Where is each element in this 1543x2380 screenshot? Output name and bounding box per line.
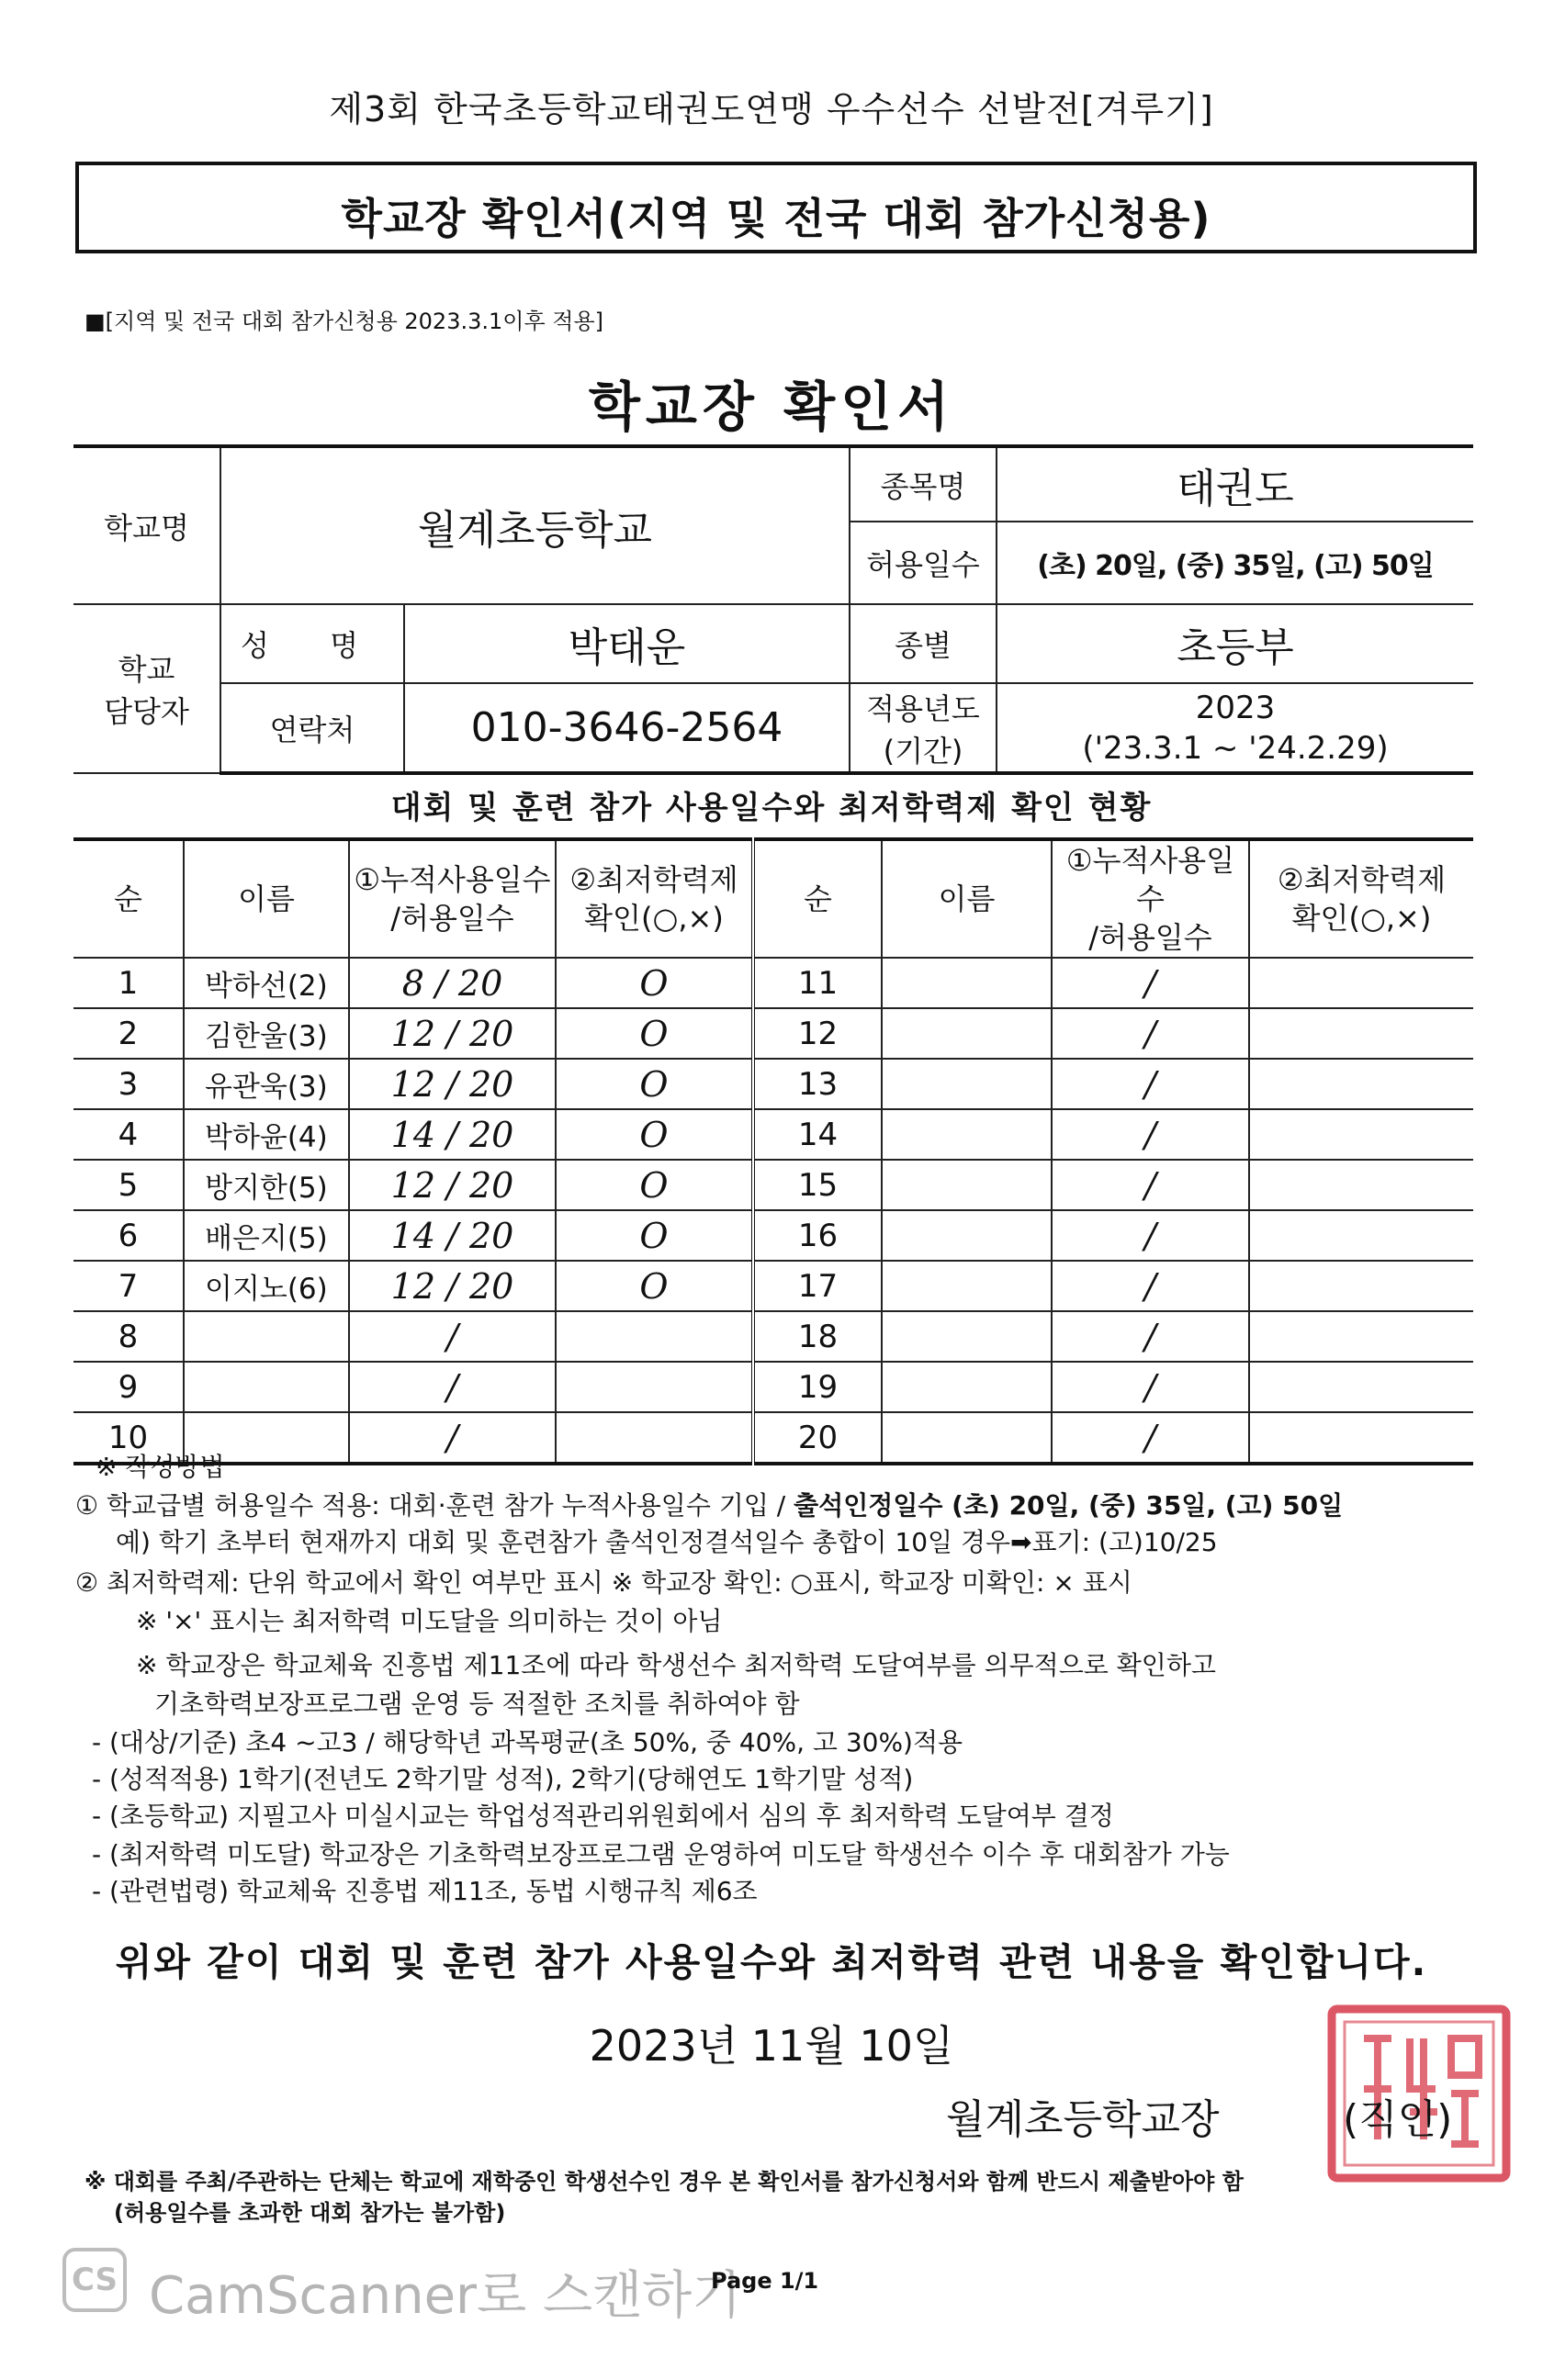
student-name <box>882 1160 1052 1210</box>
days-used: / <box>1052 1311 1249 1362</box>
info-table <box>73 444 1473 775</box>
table-row <box>73 1059 1473 1109</box>
table-row <box>73 1412 1473 1464</box>
row-number: 2 <box>73 1008 184 1059</box>
header-min-right <box>1249 839 1473 958</box>
title-box-text: 학교장 확인서(지역 및 전국 대회 참가신청용) <box>341 194 1211 243</box>
seal-label: (직인) <box>1343 2096 1453 2143</box>
min-achievement-check <box>1249 1362 1473 1412</box>
min-achievement-check <box>1249 1261 1473 1311</box>
table-row <box>73 1109 1473 1160</box>
category-value: 초등부 <box>997 604 1473 683</box>
row-number: 15 <box>753 1160 882 1210</box>
header-days-line1: ①누적사용일수 <box>354 862 551 897</box>
header-name-right: 이름 <box>882 839 1052 958</box>
student-name <box>882 1311 1052 1362</box>
days-used: / <box>1052 1210 1249 1261</box>
student-name <box>882 958 1052 1008</box>
allowed-days-value: (초) 20일, (중) 35일, (고) 50일 <box>997 522 1473 604</box>
confirmation-statement: 위와 같이 대회 및 훈련 참가 사용일수와 최저학력 관련 내용을 확인합니다. <box>115 1940 1428 1984</box>
min-achievement-check <box>1249 1210 1473 1261</box>
header-no-right: 순 <box>753 839 882 958</box>
student-name: 방지한(5) <box>184 1160 349 1210</box>
year-label <box>850 683 997 773</box>
instruction-line-3: ② 최저학력제: 단위 학교에서 확인 여부만 표시 ※ 학교장 확인: ○표시, 학교장 미확인: × 표시 <box>75 1567 1132 1598</box>
status-title: 대회 및 훈련 참가 사용일수와 최저학력제 확인 현황 <box>390 790 1153 826</box>
min-achievement-check <box>1249 1059 1473 1109</box>
page-number: Page 1/1 <box>711 2268 819 2294</box>
days-used: 8 / 20 <box>349 958 556 1008</box>
min-achievement-check: O <box>556 1261 753 1311</box>
instruction-line-2: 예) 학기 초부터 현재까지 대회 및 훈련참가 출석인정결석일수 총합이 10일 경우➡표기: (고)10/25 <box>116 1527 1218 1557</box>
min-achievement-check <box>1249 1160 1473 1210</box>
staff-label-line2: 담당자 <box>104 694 189 729</box>
year-value: 2023 <box>1195 689 1276 726</box>
header-name: 이름 <box>184 839 349 958</box>
student-name <box>882 1210 1052 1261</box>
row-number: 13 <box>753 1059 882 1109</box>
instruction-line-1b: 출석인정일수 (초) 20일, (중) 35일, (고) 50일 <box>794 1490 1344 1521</box>
table-row <box>73 1210 1473 1261</box>
staff-label <box>73 604 220 773</box>
row-number: 9 <box>73 1362 184 1412</box>
header-days-right-line1: ①누적사용일수 <box>1065 843 1235 916</box>
days-used: 14 / 20 <box>349 1210 556 1261</box>
days-used: / <box>1052 1160 1249 1210</box>
student-name: 이지노(6) <box>184 1261 349 1311</box>
header-days-right-line2: /허용일수 <box>1088 920 1212 955</box>
instruction-line-8: - (성적적용) 1학기(전년도 2학기말 성적), 2학기(당해연도 1학기말 성적) <box>92 1764 914 1794</box>
header-days <box>349 839 556 958</box>
row-number: 16 <box>753 1210 882 1261</box>
header-min-right-line1: ②최저학력제 <box>1277 862 1447 897</box>
contact-label: 연락처 <box>220 683 404 773</box>
header-min-right-line2: 확인(○,×) <box>1291 901 1432 936</box>
note-line: ■[지역 및 전국 대회 참가신청용 2023.3.1이후 적용] <box>84 309 603 334</box>
instruction-line-1a: ① 학교급별 허용일수 적용: 대회·훈련 참가 누적사용일수 기입 / <box>75 1490 794 1521</box>
min-achievement-check <box>1249 1109 1473 1160</box>
min-achievement-check: O <box>556 1210 753 1261</box>
row-number: 17 <box>753 1261 882 1311</box>
year-label-line1: 적용년도 <box>866 690 980 726</box>
row-number: 6 <box>73 1210 184 1261</box>
student-name: 박하윤(4) <box>184 1109 349 1160</box>
student-name <box>882 1109 1052 1160</box>
table-row <box>73 1261 1473 1311</box>
student-name <box>184 1362 349 1412</box>
student-name: 유관욱(3) <box>184 1059 349 1109</box>
days-used: / <box>349 1362 556 1412</box>
camscanner-logo-text: CS <box>71 2262 118 2298</box>
staff-name-label: 성 명 <box>220 604 404 683</box>
staff-name-value: 박태운 <box>404 604 850 683</box>
min-achievement-check <box>1249 1008 1473 1059</box>
instruction-line-7: - (대상/기준) 초4 ~고3 / 해당학년 과목평균(초 50%, 중 40%, 고 30%)적용 <box>92 1727 963 1757</box>
days-used: 14 / 20 <box>349 1109 556 1160</box>
header-days-right <box>1052 839 1249 958</box>
signature-date: 2023년 11월 10일 <box>589 2021 954 2071</box>
min-achievement-check <box>1249 1412 1473 1464</box>
days-used: 12 / 20 <box>349 1008 556 1059</box>
student-name: 배은지(5) <box>184 1210 349 1261</box>
days-used: / <box>1052 1008 1249 1059</box>
row-number: 7 <box>73 1261 184 1311</box>
table-row <box>73 1362 1473 1412</box>
table-row <box>73 1008 1473 1059</box>
days-used: / <box>349 1412 556 1464</box>
days-used: 12 / 20 <box>349 1160 556 1210</box>
instruction-line-9: - (초등학교) 지필고사 미실시교는 학업성적관리위원회에서 심의 후 최저학력 도달여부 결정 <box>92 1801 1114 1831</box>
event-value: 태권도 <box>997 446 1473 522</box>
instruction-line-5: ※ 학교장은 학교체육 진흥법 제11조에 따라 학생선수 최저학력 도달여부를 의무적으로 확인하고 <box>136 1650 1216 1680</box>
days-used: / <box>1052 1261 1249 1311</box>
school-label: 학교명 <box>73 446 220 604</box>
document-title: 학교장 확인서 <box>588 376 955 438</box>
bottom-note-line-2: (허용일수를 초과한 대회 참가는 불가함) <box>114 2200 506 2226</box>
table-row <box>73 1311 1473 1362</box>
camscanner-watermark: CamScanner로 스캔하기 <box>149 2266 742 2326</box>
student-name <box>882 1362 1052 1412</box>
allowed-days-label: 허용일수 <box>850 522 997 604</box>
period-value: ('23.3.1 ~ '24.2.29) <box>1082 729 1389 767</box>
row-number: 10 <box>73 1412 184 1464</box>
row-number: 14 <box>753 1109 882 1160</box>
camscanner-logo-icon <box>62 2248 127 2312</box>
bottom-note-line-1: ※ 대회를 주최/주관하는 단체는 학교에 재학중인 학생선수인 경우 본 확인서를 참가신청서와 함께 반드시 제출받아야 함 <box>84 2169 1244 2195</box>
header-min-line2: 확인(○,×) <box>584 901 724 936</box>
instructions-heading: ※ 작성방법 <box>96 1452 225 1482</box>
table-row <box>73 958 1473 1008</box>
row-number: 12 <box>753 1008 882 1059</box>
event-label: 종목명 <box>850 446 997 522</box>
instruction-line-11: - (관련법령) 학교체육 진흥법 제11조, 동법 시행규칙 제6조 <box>92 1876 758 1906</box>
student-name <box>882 1261 1052 1311</box>
header-line: 제3회 한국초등학교태권도연맹 우수선수 선발전[겨루기] <box>329 89 1214 129</box>
header-days-line2: /허용일수 <box>390 901 514 936</box>
row-number: 8 <box>73 1311 184 1362</box>
days-used: / <box>349 1311 556 1362</box>
roster-table <box>73 837 1473 1465</box>
min-achievement-check <box>556 1362 753 1412</box>
student-name <box>882 1008 1052 1059</box>
roster-body <box>73 958 1473 1464</box>
row-number: 4 <box>73 1109 184 1160</box>
min-achievement-check: O <box>556 958 753 1008</box>
days-used: / <box>1052 958 1249 1008</box>
min-achievement-check <box>556 1412 753 1464</box>
year-label-line2: (기간) <box>883 733 963 769</box>
student-name: 박하선(2) <box>184 958 349 1008</box>
row-number: 11 <box>753 958 882 1008</box>
student-name <box>882 1412 1052 1464</box>
min-achievement-check: O <box>556 1160 753 1210</box>
header-min-line1: ②최저학력제 <box>569 862 738 897</box>
row-number: 20 <box>753 1412 882 1464</box>
days-used: / <box>1052 1059 1249 1109</box>
row-number: 18 <box>753 1311 882 1362</box>
days-used: / <box>1052 1412 1249 1464</box>
year-cell <box>997 683 1473 773</box>
min-achievement-check: O <box>556 1008 753 1059</box>
min-achievement-check: O <box>556 1109 753 1160</box>
min-achievement-check: O <box>556 1059 753 1109</box>
instruction-line-1 <box>75 1486 1343 1522</box>
days-used: 12 / 20 <box>349 1261 556 1311</box>
days-used: / <box>1052 1109 1249 1160</box>
student-name <box>882 1059 1052 1109</box>
category-label: 종별 <box>850 604 997 683</box>
min-achievement-check <box>1249 1311 1473 1362</box>
days-used: / <box>1052 1362 1249 1412</box>
instruction-line-6: 기초학력보장프로그램 운영 등 적절한 조치를 취하여야 함 <box>154 1689 800 1719</box>
student-name: 김한울(3) <box>184 1008 349 1059</box>
instruction-line-4: ※ '×' 표시는 최저학력 미도달을 의미하는 것이 아님 <box>136 1606 723 1636</box>
row-number: 1 <box>73 958 184 1008</box>
header-no: 순 <box>73 839 184 958</box>
header-min <box>556 839 753 958</box>
row-number: 5 <box>73 1160 184 1210</box>
row-number: 19 <box>753 1362 882 1412</box>
student-name <box>184 1311 349 1362</box>
min-achievement-check <box>556 1311 753 1362</box>
table-row <box>73 1160 1473 1210</box>
staff-label-line1: 학교 <box>118 652 175 687</box>
row-number: 3 <box>73 1059 184 1109</box>
min-achievement-check <box>1249 958 1473 1008</box>
contact-value: 010-3646-2564 <box>404 683 850 773</box>
days-used: 12 / 20 <box>349 1059 556 1109</box>
title-box <box>75 162 1477 253</box>
school-name: 월계초등학교 <box>220 446 850 604</box>
instruction-line-10: - (최저학력 미도달) 학교장은 기초학력보장프로그램 운영하여 미도달 학생선수 이수 후 대회참가 가능 <box>92 1839 1230 1869</box>
principal-name: 월계초등학교장 <box>946 2096 1220 2143</box>
